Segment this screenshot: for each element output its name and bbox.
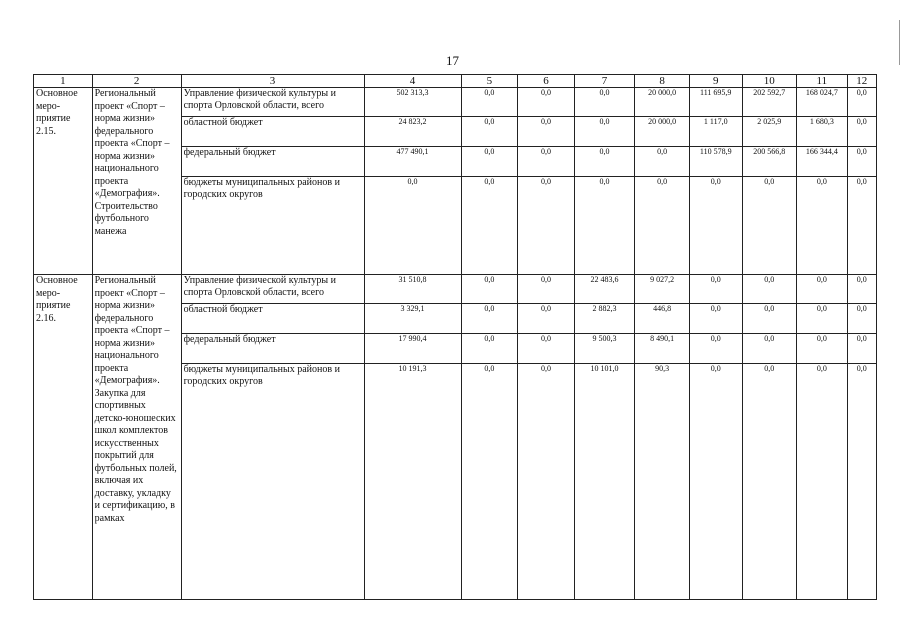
amount-cell: 0,0: [461, 177, 518, 275]
page-number: 17: [446, 53, 459, 68]
amount-cell: 0,0: [847, 275, 876, 304]
amount-cell: 0,0: [689, 177, 742, 275]
amount-cell: 0,0: [574, 147, 635, 177]
amount-cell: 0,0: [574, 117, 635, 147]
column-header: 11: [797, 75, 848, 88]
amount-cell: 477 490,1: [364, 147, 461, 177]
column-header: 3: [181, 75, 364, 88]
amount-cell: 8 490,1: [635, 334, 690, 364]
amount-cell: 2 025,9: [742, 117, 797, 147]
amount-cell: 0,0: [518, 88, 575, 117]
amount-cell: 0,0: [461, 147, 518, 177]
column-header: 4: [364, 75, 461, 88]
funding-source: областной бюджет: [181, 117, 364, 147]
amount-cell: 111 695,9: [689, 88, 742, 117]
amount-cell: 0,0: [574, 88, 635, 117]
amount-cell: 0,0: [635, 177, 690, 275]
amount-cell: 0,0: [689, 334, 742, 364]
amount-cell: 0,0: [518, 334, 575, 364]
project-cell: Региональный проект «Спорт – норма жизни» федерального проекта «Спорт – норма жизни» национального проекта «Демография». Строительство футбольного манежа: [92, 88, 181, 275]
amount-cell: 0,0: [518, 177, 575, 275]
table-row: [34, 275, 877, 304]
amount-cell: 9 027,2: [635, 275, 690, 304]
amount-cell: 110 578,9: [689, 147, 742, 177]
funding-source: Управление физической культуры и спорта Орловской области, всего: [181, 88, 364, 117]
amount-cell: 0,0: [847, 117, 876, 147]
amount-cell: 1 117,0: [689, 117, 742, 147]
amount-cell: 166 344,4: [797, 147, 848, 177]
amount-cell: 0,0: [847, 364, 876, 600]
amount-cell: 0,0: [742, 364, 797, 600]
amount-cell: 0,0: [847, 334, 876, 364]
amount-cell: 0,0: [742, 304, 797, 334]
amount-cell: 200 566,8: [742, 147, 797, 177]
amount-cell: 0,0: [797, 304, 848, 334]
amount-cell: 0,0: [797, 177, 848, 275]
amount-cell: 3 329,1: [364, 304, 461, 334]
amount-cell: 0,0: [518, 147, 575, 177]
column-header: 7: [574, 75, 635, 88]
budget-table: [33, 74, 877, 600]
amount-cell: 2 882,3: [574, 304, 635, 334]
funding-source: бюджеты муниципальных районов и городских округов: [181, 364, 364, 600]
event-cell: Основное меро-приятие 2.16.: [34, 275, 93, 600]
amount-cell: 0,0: [847, 177, 876, 275]
amount-cell: 20 000,0: [635, 117, 690, 147]
amount-cell: 0,0: [461, 364, 518, 600]
amount-cell: 0,0: [797, 334, 848, 364]
amount-cell: 10 191,3: [364, 364, 461, 600]
funding-source: бюджеты муниципальных районов и городских округов: [181, 177, 364, 275]
column-header-row: [34, 75, 877, 88]
amount-cell: 90,3: [635, 364, 690, 600]
amount-cell: 0,0: [847, 147, 876, 177]
amount-cell: 0,0: [689, 275, 742, 304]
amount-cell: 31 510,8: [364, 275, 461, 304]
column-header: 2: [92, 75, 181, 88]
column-header: 8: [635, 75, 690, 88]
amount-cell: 0,0: [797, 364, 848, 600]
amount-cell: 0,0: [742, 334, 797, 364]
project-cell: Региональный проект «Спорт – норма жизни» федерального проекта «Спорт – норма жизни» национального проекта «Демография». Закупка для спортивных детско-юношеских школ комплектов искусственных покрытий для футбольных полей, включая их доставку, укладку и сертификацию, в рамках: [92, 275, 181, 600]
amount-cell: 0,0: [518, 364, 575, 600]
amount-cell: 0,0: [742, 275, 797, 304]
amount-cell: 0,0: [847, 88, 876, 117]
amount-cell: 0,0: [518, 117, 575, 147]
amount-cell: 0,0: [742, 177, 797, 275]
event-cell: Основное меро-приятие 2.15.: [34, 88, 93, 275]
table-row: [34, 88, 877, 117]
amount-cell: 446,8: [635, 304, 690, 334]
column-header: 12: [847, 75, 876, 88]
scan-edge-line: [899, 20, 900, 65]
amount-cell: 24 823,2: [364, 117, 461, 147]
amount-cell: 0,0: [574, 177, 635, 275]
column-header: 5: [461, 75, 518, 88]
amount-cell: 0,0: [461, 275, 518, 304]
amount-cell: 0,0: [797, 275, 848, 304]
amount-cell: 168 024,7: [797, 88, 848, 117]
amount-cell: 0,0: [689, 304, 742, 334]
amount-cell: 0,0: [518, 304, 575, 334]
funding-source: федеральный бюджет: [181, 334, 364, 364]
amount-cell: 17 990,4: [364, 334, 461, 364]
amount-cell: 0,0: [689, 364, 742, 600]
funding-source: федеральный бюджет: [181, 147, 364, 177]
amount-cell: 502 313,3: [364, 88, 461, 117]
amount-cell: 0,0: [461, 117, 518, 147]
amount-cell: 0,0: [364, 177, 461, 275]
column-header: 6: [518, 75, 575, 88]
amount-cell: 1 680,3: [797, 117, 848, 147]
column-header: 10: [742, 75, 797, 88]
column-header: 9: [689, 75, 742, 88]
funding-source: Управление физической культуры и спорта Орловской области, всего: [181, 275, 364, 304]
amount-cell: 20 000,0: [635, 88, 690, 117]
amount-cell: 0,0: [461, 304, 518, 334]
amount-cell: 0,0: [461, 334, 518, 364]
column-header: 1: [34, 75, 93, 88]
amount-cell: 9 500,3: [574, 334, 635, 364]
amount-cell: 0,0: [635, 147, 690, 177]
amount-cell: 22 483,6: [574, 275, 635, 304]
funding-source: областной бюджет: [181, 304, 364, 334]
amount-cell: 0,0: [461, 88, 518, 117]
amount-cell: 0,0: [518, 275, 575, 304]
amount-cell: 202 592,7: [742, 88, 797, 117]
amount-cell: 0,0: [847, 304, 876, 334]
amount-cell: 10 101,0: [574, 364, 635, 600]
